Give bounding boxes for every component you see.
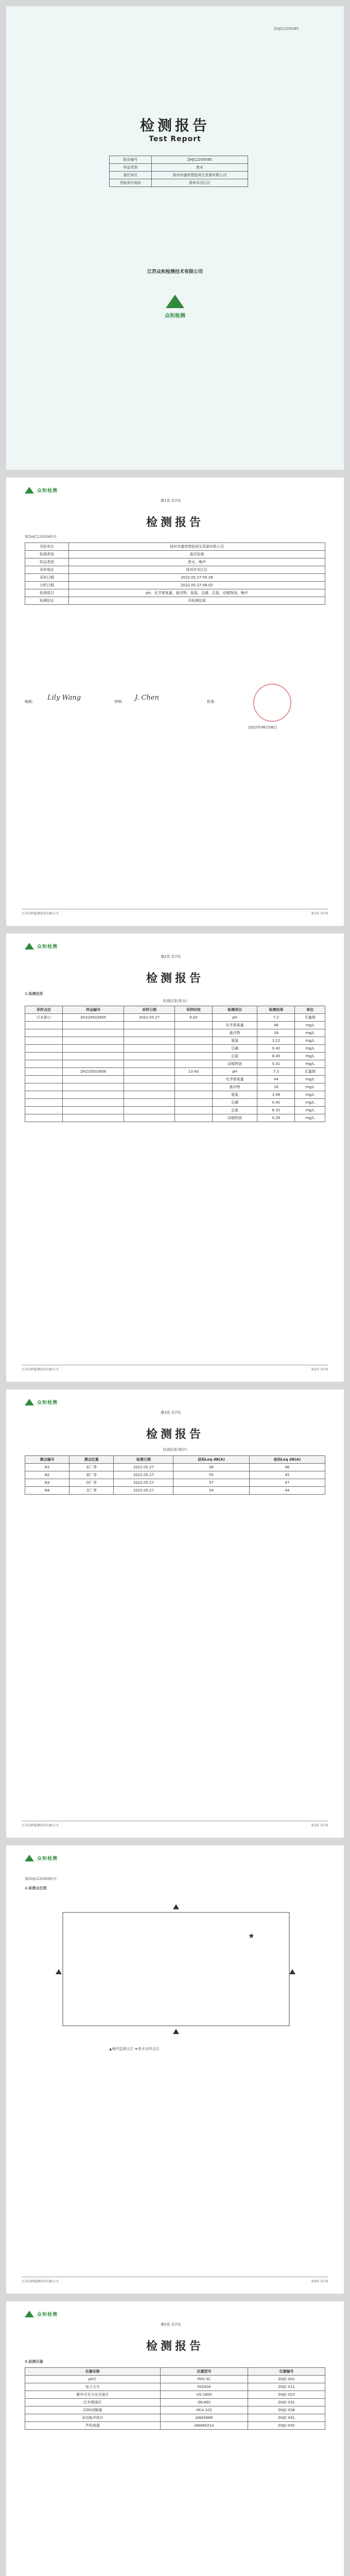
table-cell: 8.45	[257, 1053, 295, 1060]
table-cell: ZHJC-001	[248, 2376, 325, 2383]
table-cell: 样品类别	[25, 558, 69, 566]
sign-prep-label: 编制:	[25, 700, 33, 704]
header-company: 众和检测	[37, 2312, 58, 2317]
table-row	[25, 2399, 325, 2406]
table-cell: 电子天平	[25, 2383, 161, 2391]
table-cell	[124, 1037, 174, 1045]
table-cell: ZHJC-031	[248, 2399, 325, 2406]
table-cell	[124, 1091, 174, 1099]
table-cell: 3.08	[257, 1091, 295, 1099]
noise-point-n3-icon	[173, 2029, 179, 2034]
page-header	[25, 487, 58, 494]
table-cell: 无量纲	[295, 1014, 325, 1022]
info-row	[25, 574, 325, 582]
table-cell	[124, 1045, 174, 1053]
info-table	[25, 543, 325, 605]
table-cell	[25, 1045, 63, 1053]
table-cell	[63, 1022, 124, 1029]
noise-point-n1-icon	[173, 1904, 179, 1909]
table-row	[25, 2406, 325, 2414]
column-header: 仪器名称	[25, 2368, 161, 2376]
table-cell: 检测结论	[25, 597, 69, 605]
section-title: 3.检测仪器	[25, 2360, 43, 2364]
table-cell: 44	[257, 1076, 295, 1083]
table-cell	[25, 1029, 63, 1037]
table-cell: 化学需氧量	[212, 1022, 257, 1029]
table-cell: ZHJC-041	[248, 2414, 325, 2422]
table-cell	[63, 1076, 124, 1083]
table-cell: AWA6021A	[160, 2422, 248, 2430]
table-cell: 声校准器	[25, 2422, 161, 2430]
table-cell: AWA5688	[160, 2414, 248, 2422]
table-cell	[63, 1091, 124, 1099]
column-header: 仪器编号	[248, 2368, 325, 2376]
table-cell: FA2004	[160, 2383, 248, 2391]
table-cell: 南厂界	[69, 1471, 114, 1479]
table-cell	[63, 1099, 124, 1107]
table-cell: 动植物油	[212, 1114, 257, 1122]
table-cell	[124, 1053, 174, 1060]
column-header: 测点编号	[25, 1456, 69, 1464]
table-cell: 9:20	[174, 1014, 212, 1022]
table-row	[25, 1060, 325, 1068]
page-no: 第3页 共7页	[161, 1411, 181, 1415]
header-company: 众和检测	[37, 1856, 58, 1861]
table-caption: 检测结果(噪声)	[163, 1448, 187, 1452]
page-footer: 江苏众和检测技术有限公司 第4页 共7页	[22, 2277, 328, 2283]
table-row	[25, 1487, 325, 1495]
column-header: 检测结果	[257, 1006, 295, 1014]
logo-icon	[25, 1399, 34, 1405]
column-header: 仪器型号	[160, 2368, 248, 2376]
table-caption: 检测结果(废水)	[163, 999, 187, 1003]
table-cell	[174, 1107, 212, 1114]
table-cell: mg/L	[295, 1091, 325, 1099]
sign-date: 2022年06月06日	[248, 725, 277, 730]
signature-review: J. Chen	[135, 694, 159, 702]
table-cell	[124, 1083, 174, 1091]
table-cell	[124, 1068, 174, 1076]
column-header: 采样日期	[124, 1006, 174, 1014]
page-header	[25, 1855, 58, 1861]
table-cell: 多功能声级计	[25, 2414, 161, 2422]
table-cell: 检测项目	[25, 589, 69, 597]
table-cell: 分析日期	[25, 582, 69, 589]
table-cell: 扬州市邗江区	[68, 566, 325, 574]
table-cell: ZHJC-042	[248, 2422, 325, 2430]
table-cell: 总磷	[212, 1099, 257, 1107]
table-cell: ZHJC-012	[248, 2383, 325, 2391]
table-cell: 采样地址	[25, 566, 69, 574]
table-row	[25, 1029, 325, 1037]
table-cell: N1	[25, 1464, 69, 1471]
page-5	[6, 2301, 344, 2576]
table-cell: ZH220502806	[63, 1068, 124, 1076]
table-cell	[174, 1114, 212, 1122]
company-logo-icon	[166, 295, 184, 308]
table-row	[25, 1076, 325, 1083]
column-header: 采样点位	[25, 1006, 63, 1014]
water-table	[25, 1006, 325, 1122]
table-cell: N3	[25, 1479, 69, 1487]
page-1	[6, 478, 344, 926]
table-cell: 污水排口	[25, 1014, 63, 1022]
column-header: 夜间Leq dB(A)	[249, 1456, 325, 1464]
table-cell: 总氮	[212, 1053, 257, 1060]
table-cell	[174, 1091, 212, 1099]
table-cell: 检测类别	[25, 551, 69, 558]
table-cell: 受检单位	[25, 543, 69, 551]
page-title: 检测报告	[146, 516, 204, 529]
table-row	[25, 1037, 325, 1045]
info-row	[25, 582, 325, 589]
table-cell: ZH220502805	[63, 1014, 124, 1022]
info-row	[25, 597, 325, 605]
table-cell: 悬浮物	[212, 1083, 257, 1091]
table-cell: 化学需氧量	[212, 1076, 257, 1083]
monitoring-map	[52, 1902, 300, 2036]
page-4	[6, 1845, 344, 2294]
page-no: 第2页 共7页	[161, 955, 181, 959]
table-cell: 13:40	[174, 1068, 212, 1076]
table-cell: 45	[249, 1471, 325, 1479]
table-cell	[124, 1076, 174, 1083]
report-no-line: 第ZHJC2205085号	[25, 1877, 57, 1881]
table-cell	[25, 1083, 63, 1091]
instrument-table	[25, 2367, 325, 2430]
header-company: 众和检测	[37, 1400, 58, 1405]
table-cell	[25, 1060, 63, 1068]
table-cell: 16	[257, 1083, 295, 1091]
table-cell: 2022.05.27-06.02	[68, 582, 325, 589]
company-seal-icon	[253, 684, 291, 722]
cover-page	[6, 6, 344, 470]
table-cell: 见检测结果	[68, 597, 325, 605]
table-cell	[25, 1107, 63, 1114]
table-cell	[124, 1022, 174, 1029]
table-cell: 2022.05.27	[114, 1487, 173, 1495]
table-cell: 3.12	[257, 1037, 295, 1045]
table-cell	[63, 1045, 124, 1053]
table-cell: PHS-3C	[160, 2376, 248, 2383]
table-cell	[124, 1099, 174, 1107]
table-cell	[63, 1107, 124, 1114]
column-header: 检测项目	[212, 1006, 257, 1014]
header-company: 众和检测	[37, 944, 58, 950]
page-header	[25, 1399, 58, 1405]
table-cell	[174, 1029, 212, 1037]
map-title: 2.检测点位图	[25, 1886, 47, 1890]
table-cell: 总氮	[212, 1107, 257, 1114]
table-cell: N2	[25, 1471, 69, 1479]
table-cell: mg/L	[295, 1060, 325, 1068]
table-cell	[174, 1099, 212, 1107]
table-cell: N4	[25, 1487, 69, 1495]
table-cell	[25, 1053, 63, 1060]
table-cell: 紫外可见分光光度计	[25, 2391, 161, 2399]
table-cell: 7.2	[257, 1014, 295, 1022]
table-row	[25, 1099, 325, 1107]
table-row	[25, 2422, 325, 2430]
table-cell: pH计	[25, 2376, 161, 2383]
table-cell	[25, 1091, 63, 1099]
table-cell	[25, 1076, 63, 1083]
table-cell	[25, 1037, 63, 1045]
table-cell	[124, 1107, 174, 1114]
logo-icon	[25, 2311, 34, 2317]
table-cell: 0.29	[257, 1114, 295, 1122]
table-cell: 红外测油仪	[25, 2399, 161, 2406]
table-cell: 0.31	[257, 1060, 295, 1068]
table-cell: mg/L	[295, 1099, 325, 1107]
table-row	[25, 1014, 325, 1022]
table-cell	[25, 1114, 63, 1122]
table-row	[25, 2383, 325, 2391]
page-header	[25, 943, 58, 950]
table-cell: mg/L	[295, 1083, 325, 1091]
header-company: 众和检测	[37, 488, 58, 494]
table-cell: 0.42	[257, 1045, 295, 1053]
cover-info-table: 报告编号 ZHJC2205085 样品类别 废水 委托单位 扬州市盛荣塑胶再生资源有限公司 受检单位地址 扬州市邗江区	[109, 156, 248, 187]
info-row	[25, 558, 325, 566]
table-cell: 2022.05.27	[124, 1014, 174, 1022]
cover-title-en: Test Report	[149, 135, 201, 143]
logo-icon	[25, 1855, 34, 1861]
table-cell	[63, 1083, 124, 1091]
table-cell	[63, 1037, 124, 1045]
cover-company-short: 众和检测	[165, 313, 185, 319]
page-no: 第1页 共7页	[161, 499, 181, 503]
cover-issuer: 江苏众和检测技术有限公司	[147, 269, 203, 275]
table-cell: COD消解器	[25, 2406, 161, 2414]
table-cell	[174, 1045, 212, 1053]
section-title: 1.检测结果	[25, 992, 43, 996]
table-cell	[63, 1029, 124, 1037]
column-header: 测点位置	[69, 1456, 114, 1464]
table-cell	[124, 1060, 174, 1068]
table-cell	[124, 1029, 174, 1037]
table-cell: 2022.05.27	[114, 1464, 173, 1471]
table-cell: 54	[173, 1487, 249, 1495]
page-header	[25, 2311, 58, 2317]
table-cell: 悬浮物	[212, 1029, 257, 1037]
table-cell: 44	[249, 1487, 325, 1495]
logo-icon	[25, 487, 34, 494]
outfall-star-icon: ★	[248, 1932, 255, 1940]
info-row	[25, 543, 325, 551]
table-row	[25, 1022, 325, 1029]
table-cell: 动植物油	[212, 1060, 257, 1068]
table-cell: pH、化学需氧量、悬浮物、氨氮、总磷、总氮、动植物油、噪声	[68, 589, 325, 597]
logo-icon	[25, 943, 34, 950]
cover-title: 检测报告	[139, 117, 210, 134]
table-cell: 采样日期	[25, 574, 69, 582]
table-row	[25, 1045, 325, 1053]
info-row	[25, 566, 325, 574]
page-2	[6, 934, 344, 1382]
sign-approve-label: 批准:	[207, 700, 216, 704]
table-cell: 55	[173, 1471, 249, 1479]
table-row	[25, 1083, 325, 1091]
map-legend: ▲噪声监测点位 ★废水采样点位	[109, 2047, 160, 2051]
table-cell: 总磷	[212, 1045, 257, 1053]
table-cell: mg/L	[295, 1053, 325, 1060]
page-3	[6, 1389, 344, 1838]
table-cell: 废水、噪声	[68, 558, 325, 566]
table-cell: 2022.05.27-05.28	[68, 574, 325, 582]
table-cell: mg/L	[295, 1045, 325, 1053]
table-cell: 46	[249, 1464, 325, 1471]
table-cell: 2022.05.27	[114, 1479, 173, 1487]
table-cell	[174, 1060, 212, 1068]
table-cell: 扬州市盛荣塑胶再生资源有限公司	[68, 543, 325, 551]
table-cell	[63, 1053, 124, 1060]
table-row	[25, 2391, 325, 2399]
table-row	[25, 1479, 325, 1487]
table-cell	[63, 1060, 124, 1068]
table-cell	[174, 1053, 212, 1060]
column-header: 检测日期	[114, 1456, 173, 1464]
table-cell	[25, 1099, 63, 1107]
table-cell	[174, 1076, 212, 1083]
plant-boundary	[63, 1912, 289, 2026]
table-cell	[25, 1022, 63, 1029]
noise-point-n2-icon	[289, 1969, 295, 1974]
info-row	[25, 551, 325, 558]
table-cell: 氨氮	[212, 1037, 257, 1045]
sign-review-label: 审核:	[114, 700, 123, 704]
table-cell: mg/L	[295, 1022, 325, 1029]
table-row	[25, 2414, 325, 2422]
table-cell: 56	[173, 1464, 249, 1471]
page-title: 检测报告	[146, 1428, 204, 1441]
noise-table	[25, 1455, 325, 1495]
info-row	[25, 589, 325, 597]
report-no-line: 第ZHJC2205085号	[25, 535, 57, 539]
table-cell: 8.32	[257, 1107, 295, 1114]
table-cell: mg/L	[295, 1029, 325, 1037]
column-header: 样品编号	[63, 1006, 124, 1014]
page-title: 检测报告	[146, 2340, 204, 2353]
table-cell: 东厂界	[69, 1464, 114, 1471]
column-header: 采样时间	[174, 1006, 212, 1014]
table-cell: HCA-102	[160, 2406, 248, 2414]
table-cell: 47	[249, 1479, 325, 1487]
table-row	[25, 1053, 325, 1060]
table-row	[25, 1464, 325, 1471]
table-row	[25, 1114, 325, 1122]
page-footer: 江苏众和检测技术有限公司 第1页 共7页	[22, 909, 328, 916]
table-cell: 7.3	[257, 1068, 295, 1076]
table-cell: mg/L	[295, 1037, 325, 1045]
table-cell: mg/L	[295, 1076, 325, 1083]
table-cell	[174, 1022, 212, 1029]
table-cell: pH	[212, 1068, 257, 1076]
table-cell: 西厂界	[69, 1479, 114, 1487]
table-cell: mg/L	[295, 1107, 325, 1114]
page-no: 第5页 共7页	[161, 2323, 181, 2327]
table-cell: 0.40	[257, 1099, 295, 1107]
table-row	[25, 1068, 325, 1076]
table-cell	[174, 1083, 212, 1091]
table-cell: UV-1800	[160, 2391, 248, 2399]
table-cell	[25, 1068, 63, 1076]
table-cell	[174, 1037, 212, 1045]
table-cell	[124, 1114, 174, 1122]
table-cell: mg/L	[295, 1114, 325, 1122]
table-cell: pH	[212, 1014, 257, 1022]
noise-point-n4-icon	[56, 1969, 62, 1974]
page-title: 检测报告	[146, 972, 204, 985]
table-cell	[63, 1114, 124, 1122]
column-header: 昼间Leq dB(A)	[173, 1456, 249, 1464]
signature-prep: Lily Wang	[47, 694, 81, 702]
page-footer: 江苏众和检测技术有限公司 第2页 共7页	[22, 1365, 328, 1371]
page-footer: 江苏众和检测技术有限公司 第3页 共7页	[22, 1821, 328, 1827]
table-cell: 57	[173, 1479, 249, 1487]
table-row	[25, 1471, 325, 1479]
table-cell: 46	[257, 1022, 295, 1029]
table-cell: ZHJC-023	[248, 2391, 325, 2399]
table-row	[25, 2376, 325, 2383]
column-header: 单位	[295, 1006, 325, 1014]
table-row	[25, 1091, 325, 1099]
table-row	[25, 1107, 325, 1114]
table-cell: 2022.05.27	[114, 1471, 173, 1479]
table-cell: OIL460	[160, 2399, 248, 2406]
table-cell: ZHJC-036	[248, 2406, 325, 2414]
table-cell: 委托检测	[68, 551, 325, 558]
table-cell: 北厂界	[69, 1487, 114, 1495]
cover-report-no: ZHJC2205085	[274, 27, 299, 31]
table-cell: 无量纲	[295, 1068, 325, 1076]
table-cell: 18	[257, 1029, 295, 1037]
table-cell: 氨氮	[212, 1091, 257, 1099]
